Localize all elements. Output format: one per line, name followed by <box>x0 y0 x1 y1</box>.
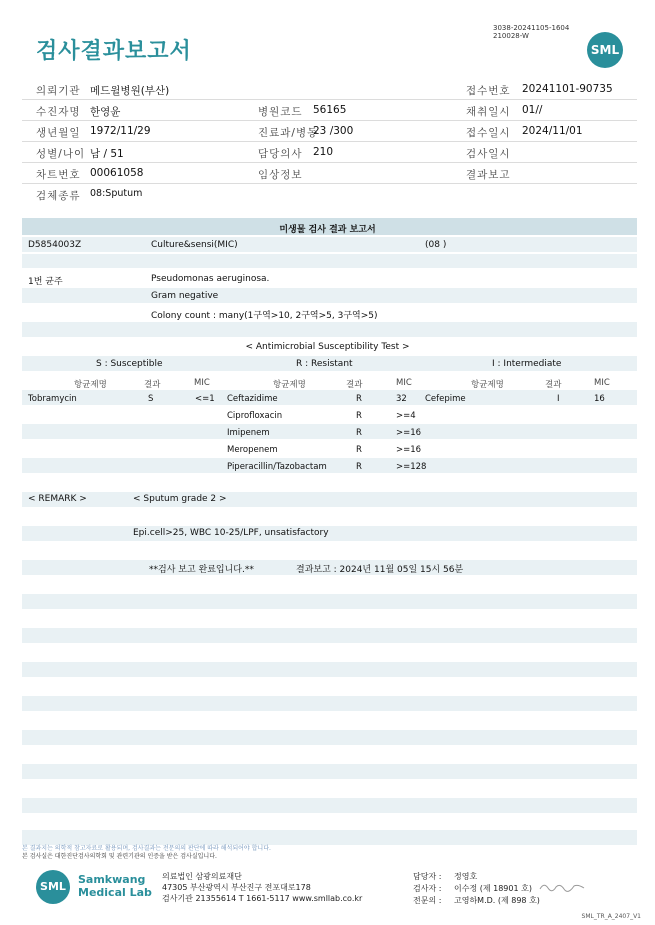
band <box>22 696 637 711</box>
sign-block <box>413 871 540 907</box>
dept-value: 23 /300 <box>313 125 354 137</box>
dept-label: 진료과/병동 <box>258 127 319 139</box>
tester-value: 이수정 (제 18901 호) <box>453 884 532 893</box>
drug-mic: >=16 <box>396 428 422 438</box>
specialist-value: 고영하M.D. (제 898 호) <box>453 896 540 905</box>
legend-resistant: R : Resistant <box>296 359 353 369</box>
band <box>22 322 637 337</box>
report-time: 결과보고 : 2024년 11월 05일 15시 56분 <box>296 565 464 575</box>
specimen-value: 08:Sputum <box>90 188 143 199</box>
info-row-5 <box>22 163 637 184</box>
info-row-6 <box>22 184 637 204</box>
band <box>22 390 637 405</box>
band <box>22 288 637 303</box>
sex-age-value: 남 / 51 <box>90 148 124 160</box>
drug-mic: >=128 <box>396 462 427 472</box>
col-header-result: 결과 <box>545 380 562 390</box>
doctor-value: 210 <box>313 146 334 158</box>
drug-mic: 32 <box>396 394 407 404</box>
org-address <box>162 871 362 904</box>
report-section-title: 미생물 검사 결과 보고서 <box>279 225 376 235</box>
drug-result: S <box>148 394 154 404</box>
patient-label: 수진자명 <box>36 106 81 118</box>
receipt-date-value: 2024/11/01 <box>522 125 583 137</box>
report-complete-message: **검사 보고 완료입니다.** <box>149 565 254 575</box>
info-row-2 <box>22 100 637 121</box>
collect-date-value: 01// <box>522 104 543 116</box>
col-header-result: 결과 <box>144 380 161 390</box>
drug-result: R <box>356 394 362 404</box>
col-header-mic: MIC <box>396 378 412 388</box>
band <box>22 237 637 252</box>
band <box>22 798 637 813</box>
top-code-1: 3038-20241105-1604 <box>493 24 570 32</box>
drug-mic: 16 <box>594 394 605 404</box>
col-header-drug: 항균제명 <box>471 380 504 390</box>
top-code-2: 210028-W <box>493 32 529 40</box>
test-name: Culture&sensi(MIC) <box>151 240 238 250</box>
band <box>22 458 637 473</box>
institution-value: 메드윌병원(부산) <box>90 85 170 97</box>
band <box>22 628 637 643</box>
manager-line <box>413 871 540 883</box>
patient-value: 한영윤 <box>90 106 121 118</box>
top-codes <box>493 24 569 40</box>
dob-value: 1972/11/29 <box>90 125 151 137</box>
address: 47305 부산광역시 부산진구 전포대로178 <box>162 883 311 892</box>
colony-count: Colony count : many(1구역>10, 2구역>5, 3구역>5) <box>151 311 378 321</box>
drug-mic: >=16 <box>396 445 422 455</box>
col-header-mic: MIC <box>194 378 210 388</box>
test-suffix: (08 ) <box>425 240 447 250</box>
sml-logo: SML <box>587 32 623 68</box>
chart-no-label: 차트번호 <box>36 169 81 181</box>
sex-age-label: 성별/나이 <box>36 148 86 160</box>
gram-stain: Gram negative <box>151 291 219 301</box>
hospital-code-value: 56165 <box>313 104 347 116</box>
specialist-label: 전문의 : <box>413 896 442 905</box>
drug-name: Cefepime <box>425 394 466 404</box>
col-header-drug: 항균제명 <box>273 380 306 390</box>
band <box>22 254 637 268</box>
drug-result: R <box>356 428 362 438</box>
sml-footer-logo: SML <box>36 870 70 904</box>
footer-notice-2: 본 검사실은 대한진단검사의학회 및 관련기관의 인증을 받은 검사실입니다. <box>22 853 217 860</box>
ast-title: < Antimicrobial Susceptibility Test > <box>245 342 410 352</box>
info-row-3 <box>22 121 637 142</box>
contact: 검사기관 21355614 T 1661-5117 www.smllab.co.kr <box>162 894 363 903</box>
organism-label: 1번 균주 <box>28 277 63 287</box>
receipt-no-value: 20241101-90735 <box>522 83 613 95</box>
footer-notice-1: 본 결과지는 의학적 참고자료로 활용되며, 검사결과는 전문의의 판단에 따라 해석되어야 합니다. <box>22 845 271 852</box>
organism-name: Pseudomonas aeruginosa. <box>151 274 270 284</box>
sputum-grade: < Sputum grade 2 > <box>133 494 227 504</box>
manager-label: 담당자 : <box>413 872 442 881</box>
brand-line-2: Medical Lab <box>78 886 152 899</box>
receipt-no-label: 접수번호 <box>466 85 511 97</box>
info-row-1 <box>22 79 637 100</box>
drug-result: R <box>356 445 362 455</box>
specialist-line <box>413 895 540 907</box>
drug-name: Meropenem <box>227 445 278 455</box>
epi-cell-note: Epi.cell>25, WBC 10-25/LPF, unsatisfactory <box>133 528 329 538</box>
col-header-result: 결과 <box>346 380 363 390</box>
dob-label: 생년월일 <box>36 127 81 139</box>
drug-result: I <box>557 394 560 404</box>
receipt-date-label: 접수일시 <box>466 127 511 139</box>
test-date-label: 검사일시 <box>466 148 511 160</box>
drug-mic: >=4 <box>396 411 416 421</box>
hospital-code-label: 병원코드 <box>258 106 303 118</box>
remark-label: < REMARK > <box>28 494 87 504</box>
institution-label: 의뢰기관 <box>36 85 81 97</box>
drug-name: Imipenem <box>227 428 270 438</box>
legend-susceptible: S : Susceptible <box>96 359 163 369</box>
band <box>22 730 637 745</box>
manager-value: 정영호 <box>453 872 478 881</box>
band <box>22 594 637 609</box>
tester-line <box>413 883 540 895</box>
info-row-4 <box>22 142 637 163</box>
drug-name: Ciprofloxacin <box>227 411 283 421</box>
col-header-drug: 항균제명 <box>74 380 107 390</box>
drug-result: R <box>356 462 362 472</box>
band <box>22 764 637 779</box>
result-report-label: 결과보고 <box>466 169 511 181</box>
chart-no-value: 00061058 <box>90 167 144 179</box>
doctor-label: 담당의사 <box>258 148 303 160</box>
clinical-label: 임상정보 <box>258 169 303 181</box>
collect-date-label: 채취일시 <box>466 106 511 118</box>
col-header-mic: MIC <box>594 378 610 388</box>
drug-name: Piperacillin/Tazobactam <box>227 462 327 472</box>
brand-line-1: Samkwang <box>78 873 146 886</box>
band <box>22 424 637 439</box>
specimen-label: 검체종류 <box>36 190 81 202</box>
band <box>22 662 637 677</box>
drug-result: R <box>356 411 362 421</box>
brand-name <box>78 873 152 899</box>
drug-name: Ceftazidime <box>227 394 278 404</box>
test-code: D5854003Z <box>28 240 82 250</box>
page-title: 검사결과보고서 <box>36 39 192 64</box>
signature-image <box>538 880 588 894</box>
legend-intermediate: I : Intermediate <box>492 359 562 369</box>
tester-label: 검사자 : <box>413 884 442 893</box>
org-name: 의료법인 삼광의료재단 <box>162 872 242 881</box>
band <box>22 526 637 541</box>
drug-mic: <=1 <box>195 394 215 404</box>
band <box>22 492 637 507</box>
document-id: SML_TR_A_2407_V1 <box>581 913 641 920</box>
drug-name: Tobramycin <box>28 394 77 404</box>
